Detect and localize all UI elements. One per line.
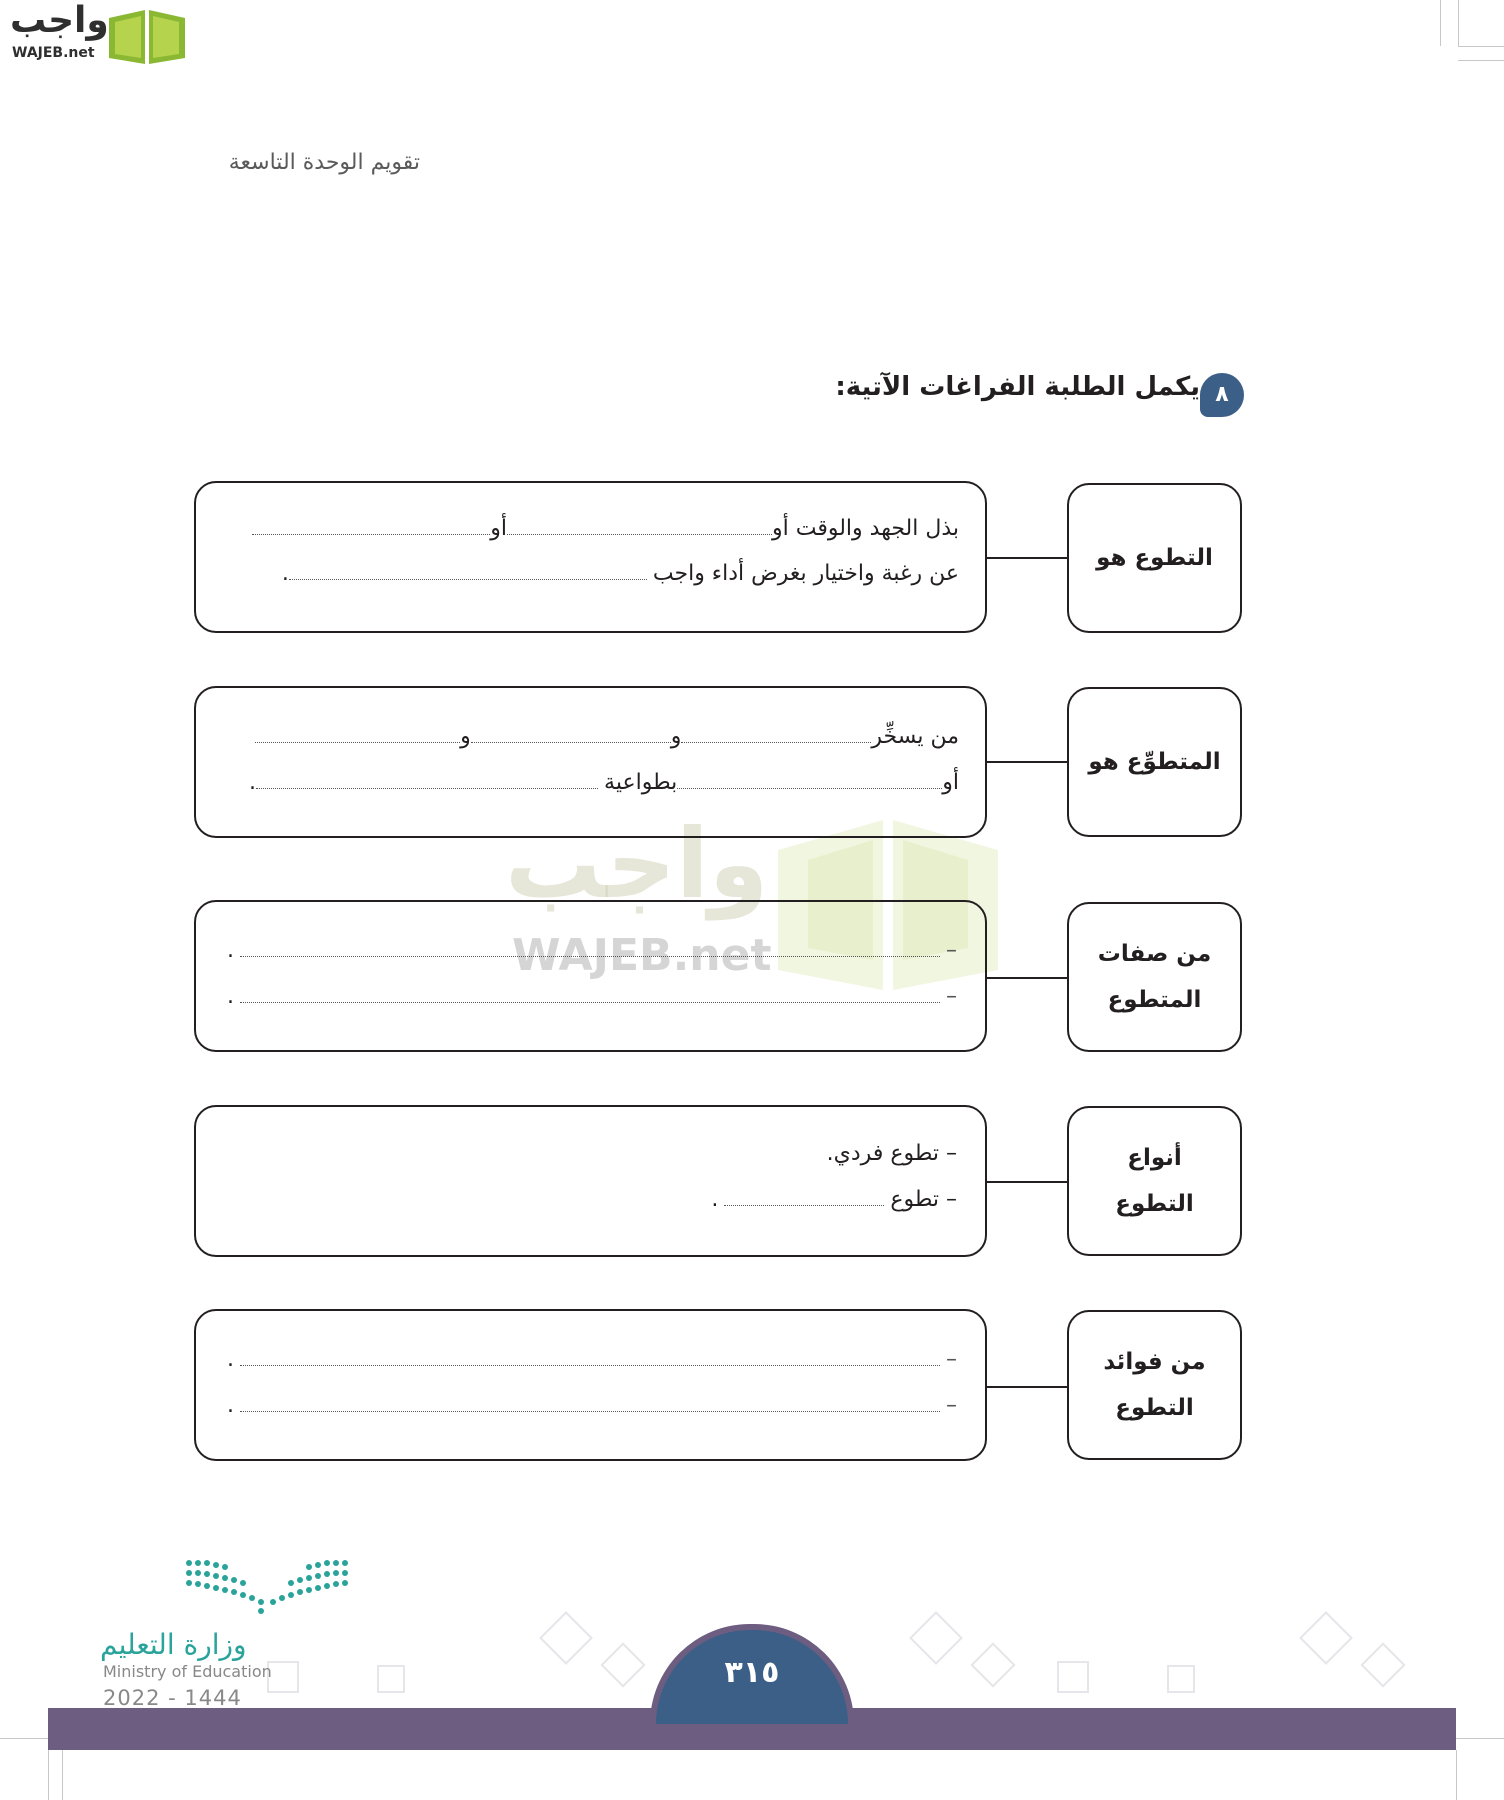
- question-title: يكمل الطلبة الفراغات الآتية:: [835, 372, 1200, 402]
- blank-field[interactable]: [240, 1345, 940, 1366]
- blank-field[interactable]: [240, 982, 940, 1003]
- answer-line: – تطوع فردي.: [826, 1141, 957, 1166]
- crop-mark: [1456, 1750, 1457, 1800]
- question-number-badge: ٨: [1200, 373, 1244, 417]
- ministry-name-arabic: وزارة التعليم: [100, 1628, 247, 1661]
- connector-line: [986, 1181, 1067, 1183]
- connector-line: [986, 1386, 1067, 1388]
- label-volunteering-benefits: من فوائد التطوع: [1067, 1310, 1242, 1460]
- answer-line[interactable]: –.: [227, 1393, 957, 1418]
- watermark-arabic: واجب: [505, 808, 769, 920]
- section-title: تقويم الوحدة التاسعة: [228, 150, 420, 175]
- academic-year: 2022 - 1444: [103, 1686, 242, 1710]
- book-icon: [105, 4, 189, 66]
- brand-logo-latin[interactable]: WAJEB.net: [12, 45, 95, 61]
- blank-field[interactable]: [252, 514, 490, 535]
- connector-line: [986, 977, 1067, 979]
- answer-box-traits: [194, 900, 987, 1052]
- ministry-name-english: Ministry of Education: [103, 1662, 272, 1681]
- crop-mark: [62, 1750, 63, 1800]
- blank-field[interactable]: [681, 722, 871, 743]
- answer-line[interactable]: أوبطواعية.: [249, 770, 959, 795]
- blank-field[interactable]: [677, 768, 942, 789]
- blank-field[interactable]: [240, 936, 940, 957]
- label-volunteer-traits: من صفات المتطوع: [1067, 902, 1242, 1052]
- blank-field[interactable]: [289, 559, 647, 580]
- crop-mark: [48, 1750, 49, 1800]
- crop-mark: [1458, 60, 1504, 61]
- label-volunteer-definition: المتطوِّع هو: [1067, 687, 1242, 837]
- answer-box-benefits: [194, 1309, 987, 1461]
- answer-line[interactable]: عن رغبة واختيار بغرض أداء واجب.: [281, 561, 959, 586]
- watermark-latin: WAJEB.net: [512, 930, 772, 981]
- connector-line: [986, 557, 1067, 559]
- answer-box-definition: [194, 481, 987, 633]
- answer-line[interactable]: بذل الجهد والوقت أوأو: [252, 514, 959, 544]
- connector-line: [986, 761, 1067, 763]
- answer-line[interactable]: –.: [227, 938, 957, 963]
- brand-logo-arabic[interactable]: واجب: [10, 0, 109, 41]
- blank-field[interactable]: [507, 514, 772, 535]
- crop-mark: [1440, 0, 1441, 46]
- page-number: ٣١٥: [724, 1655, 780, 1690]
- ministry-logo-icon: [184, 1558, 350, 1616]
- blank-field[interactable]: [240, 1391, 940, 1412]
- blank-field[interactable]: [724, 1185, 884, 1206]
- answer-line[interactable]: –.: [227, 984, 957, 1009]
- crop-mark: [0, 1738, 48, 1739]
- answer-box-volunteer: [194, 686, 987, 838]
- crop-mark: [1456, 1738, 1504, 1739]
- answer-line[interactable]: –.: [227, 1347, 957, 1372]
- blank-field[interactable]: [471, 722, 671, 743]
- crop-mark: [1458, 0, 1459, 46]
- label-volunteering-types: أنواع التطوع: [1067, 1106, 1242, 1256]
- blank-field[interactable]: [256, 768, 598, 789]
- blank-field[interactable]: [255, 722, 460, 743]
- answer-box-types: [194, 1105, 987, 1257]
- label-volunteering-definition: التطوع هو: [1067, 483, 1242, 633]
- crop-mark: [1458, 46, 1504, 47]
- answer-line[interactable]: من يسخِّروو: [255, 722, 959, 752]
- answer-line[interactable]: – تطوع.: [711, 1187, 957, 1212]
